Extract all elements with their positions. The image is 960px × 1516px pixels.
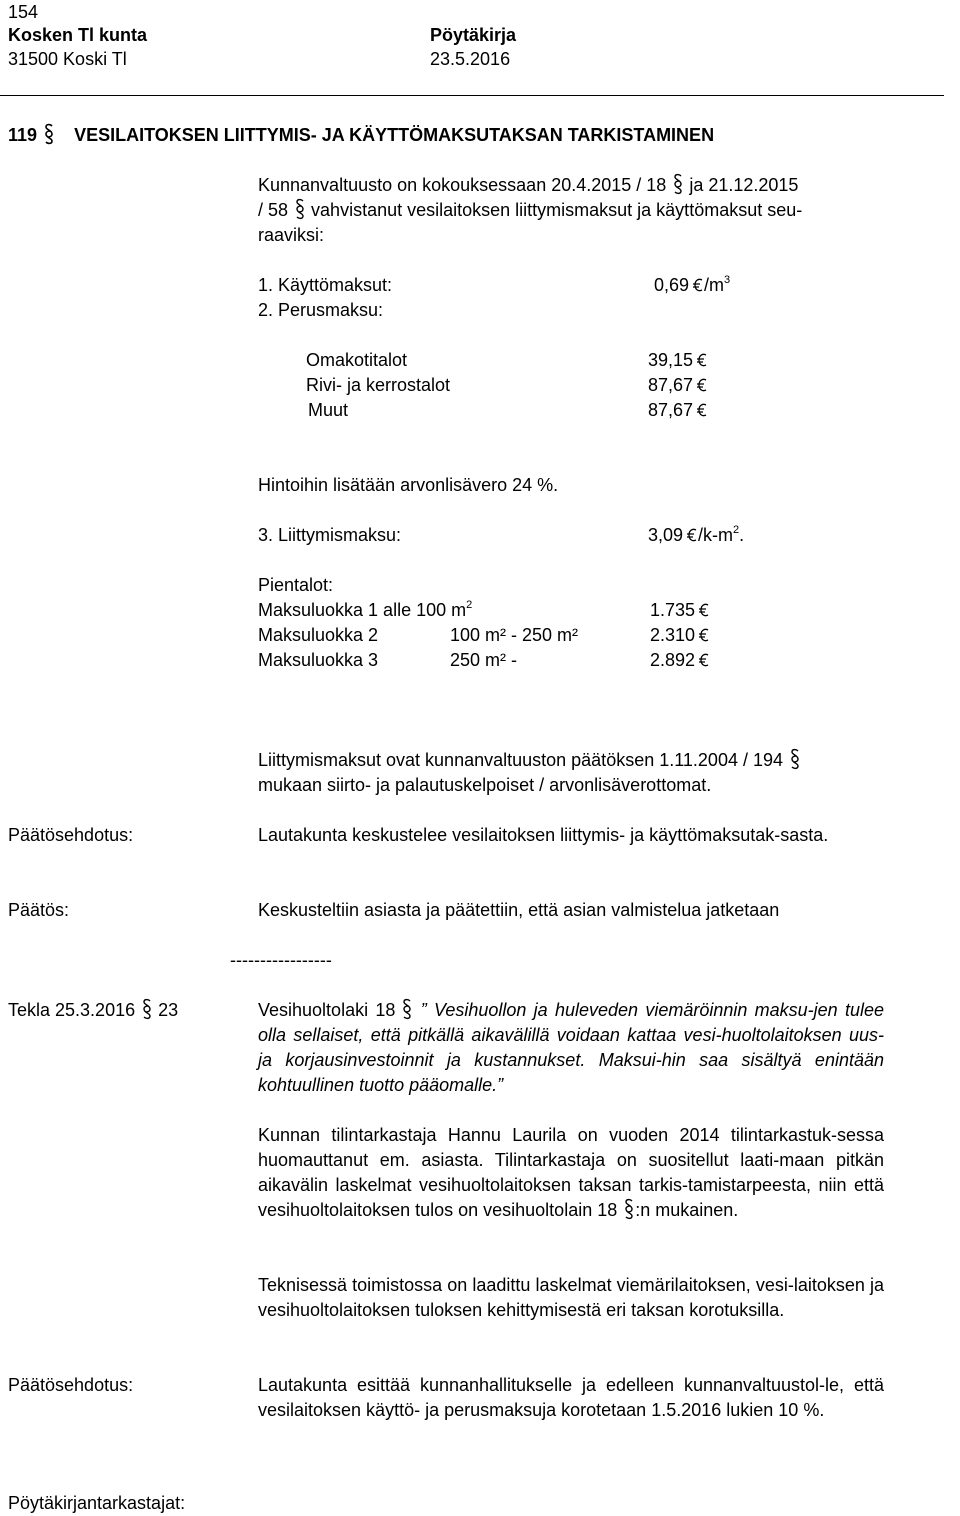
euro-icon: [698, 652, 710, 668]
base-fee-row-label: Muut: [308, 400, 349, 420]
section-sign-icon: [623, 1198, 635, 1220]
fee-class-range: 250 m² -: [450, 650, 518, 670]
fee-class-sup: 2: [466, 599, 473, 611]
tekla-number: 23: [158, 1000, 179, 1020]
intro-line-3: raaviksi:: [258, 225, 325, 245]
law-quote: Vesihuollon ja huleveden viemäröinnin maksu-jen tulee olla sellaiset, että pitkällä aikavälillä voidaan kattaa vesi-huoltolaitoksen uus- ja korjausinvestoinnit ja kustannukset. Maksui-hin saa sisältyä enintään kohtuullinen tuotto pääomalle.: [258, 1000, 884, 1095]
municipality-name: Kosken Tl kunta: [8, 25, 148, 45]
section-sign-icon: [294, 198, 306, 220]
section-sign-icon: [141, 998, 153, 1020]
section-title: VESILAITOKSEN LIITTYMIS- JA KÄYTTÖMAKSUTAKSAN TARKISTAMINEN: [74, 125, 715, 145]
proposal-label: Päätösehdotus:: [8, 1375, 134, 1395]
connection-fee-value: [648, 523, 744, 548]
header-divider: [0, 95, 944, 96]
connection-fee-amount: 3,09: [648, 525, 684, 545]
usage-fee-amount: 0,69: [654, 275, 690, 295]
connection-fee-unit-end: .: [739, 525, 745, 545]
fee-class-amount: 2.892: [650, 650, 696, 670]
refund-note-line-2: mukaan siirto- ja palautuskelpoiset / arvonlisäverottomat.: [258, 775, 712, 795]
audit-text: Kunnan tilintarkastaja Hannu Laurila on vuoden 2014 tilintarkastuk-sessa huomauttanut em. asiasta. Tilintarkastaja on suositellut laati-maan pitkän aikavälin laskelmat vesihuoltolaitoksen taksan tarkis-tamistarpeesta, niin että vesihuoltolaitoksen tulos on vesihuoltolain 18: [258, 1125, 884, 1220]
fee-class-amount: 1.735: [650, 600, 696, 620]
connection-fee-label: 3. Liittymismaksu:: [258, 525, 402, 545]
fee-class-label: Maksuluokka 3: [258, 650, 379, 670]
document-type: Pöytäkirja: [430, 25, 517, 45]
intro-text-1a: Kunnanvaltuusto on kokouksessaan 20.4.2015 / 18: [258, 175, 667, 195]
intro-line-2: [258, 198, 802, 223]
meeting-date: 23.5.2016: [430, 49, 511, 69]
refund-note-text: Liittymismaksut ovat kunnanvaltuuston päätöksen 1.11.2004 / 194: [258, 750, 783, 770]
base-fee-row-value: [648, 373, 708, 398]
fee-class-range: 100 m² - 250 m²: [450, 625, 579, 645]
euro-icon: [696, 377, 708, 393]
usage-fee-unit: /m: [704, 275, 725, 295]
intro-text-2a: / 58: [258, 200, 289, 220]
connection-fee-unit-sup: 2: [733, 524, 740, 536]
decision-label: Päätös:: [8, 900, 70, 920]
audit-paragraph: [258, 1123, 884, 1223]
base-fee-amount: 87,67: [648, 375, 694, 395]
section-sign-icon: [401, 998, 413, 1020]
proposal-label: Päätösehdotus:: [8, 825, 134, 845]
base-fee-row-label: Omakotitalot: [306, 350, 408, 370]
detached-houses-label: Pientalot:: [258, 575, 334, 595]
fee-class-text: Maksuluokka 1 alle 100 m: [258, 600, 467, 620]
euro-icon: [696, 352, 708, 368]
section-number: 119: [8, 125, 38, 145]
vat-note: Hintoihin lisätään arvonlisävero 24 %.: [258, 475, 559, 495]
euro-icon: [686, 527, 698, 543]
page-number: 154: [8, 2, 39, 22]
intro-text-1b: ja 21.12.2015: [689, 175, 799, 195]
fee-class-value: [650, 598, 710, 623]
law-reference: Vesihuoltolaki 18: [258, 1000, 396, 1020]
intro-text-2b: vahvistanut vesilaitoksen liittymismaksut ja käyttömaksut seu-: [311, 200, 803, 220]
audit-text-end: :n mukainen.: [635, 1200, 739, 1220]
municipality-address: 31500 Koski Tl: [8, 49, 127, 69]
fee-class-value: [650, 648, 710, 673]
euro-icon: [698, 627, 710, 643]
decision-text: Keskusteltiin asiasta ja päätettiin, että asian valmistelua jatketaan: [258, 900, 780, 920]
connection-fee-unit: /k-m: [698, 525, 734, 545]
base-fee-row-value: [648, 348, 708, 373]
section-sign-icon: [43, 123, 55, 145]
calculation-paragraph: Teknisessä toimistossa on laadittu laskelmat viemärilaitoksen, vesi-laitoksen ja vesihuoltolaitoksen tuloksen kehittymisestä eri taksan korotuksilla.: [258, 1275, 884, 1320]
euro-icon: [698, 602, 710, 618]
euro-icon: [692, 277, 704, 293]
section-heading: [8, 123, 714, 148]
usage-fee-value: [654, 273, 730, 298]
base-fee-amount: 87,67: [648, 400, 694, 420]
section-sign-icon: [789, 748, 801, 770]
base-fee-amount: 39,15: [648, 350, 694, 370]
fee-class-label: [258, 598, 472, 623]
euro-icon: [696, 402, 708, 418]
law-quote-paragraph: Vesihuoltolaki 18 ” Vesihuollon ja huleveden viemäröinnin maksu-jen tulee olla sellaiset, että pitkällä aikavälillä voidaan kattaa vesi-huoltolaitoksen uus- ja korjausinvestoinnit ja kustannukset. Maksui-hin saa sisältyä enintään kohtuullinen tuotto pääomalle.”: [258, 1000, 884, 1095]
usage-fee-unit-sup: 3: [724, 274, 731, 286]
base-fee-row-value: [648, 398, 708, 423]
fee-class-label: Maksuluokka 2: [258, 625, 379, 645]
tekla-reference: [8, 998, 178, 1023]
tekla-label: Tekla 25.3.2016: [8, 1000, 136, 1020]
proposal-text: Lautakunta keskustelee vesilaitoksen liittymis- ja käyttömaksutak-sasta.: [258, 825, 829, 845]
usage-fee-label: 1. Käyttömaksut:: [258, 275, 393, 295]
refund-note-line-1: [258, 748, 801, 773]
base-fee-label: 2. Perusmaksu:: [258, 300, 384, 320]
intro-line-1: [258, 173, 798, 198]
base-fee-row-label: Rivi- ja kerrostalot: [306, 375, 451, 395]
section-sign-icon: [672, 173, 684, 195]
fee-class-value: [650, 623, 710, 648]
minutes-checkers-label: Pöytäkirjantarkastajat:: [8, 1493, 186, 1513]
proposal-text: Lautakunta esittää kunnanhallitukselle ja edelleen kunnanvaltuustol-le, että vesilaitoksen käyttö- ja perusmaksuja korotetaan 1.5.2016 lukien 10 %.: [258, 1375, 884, 1420]
fee-class-amount: 2.310: [650, 625, 696, 645]
separator-dashes: -----------------: [230, 950, 332, 970]
